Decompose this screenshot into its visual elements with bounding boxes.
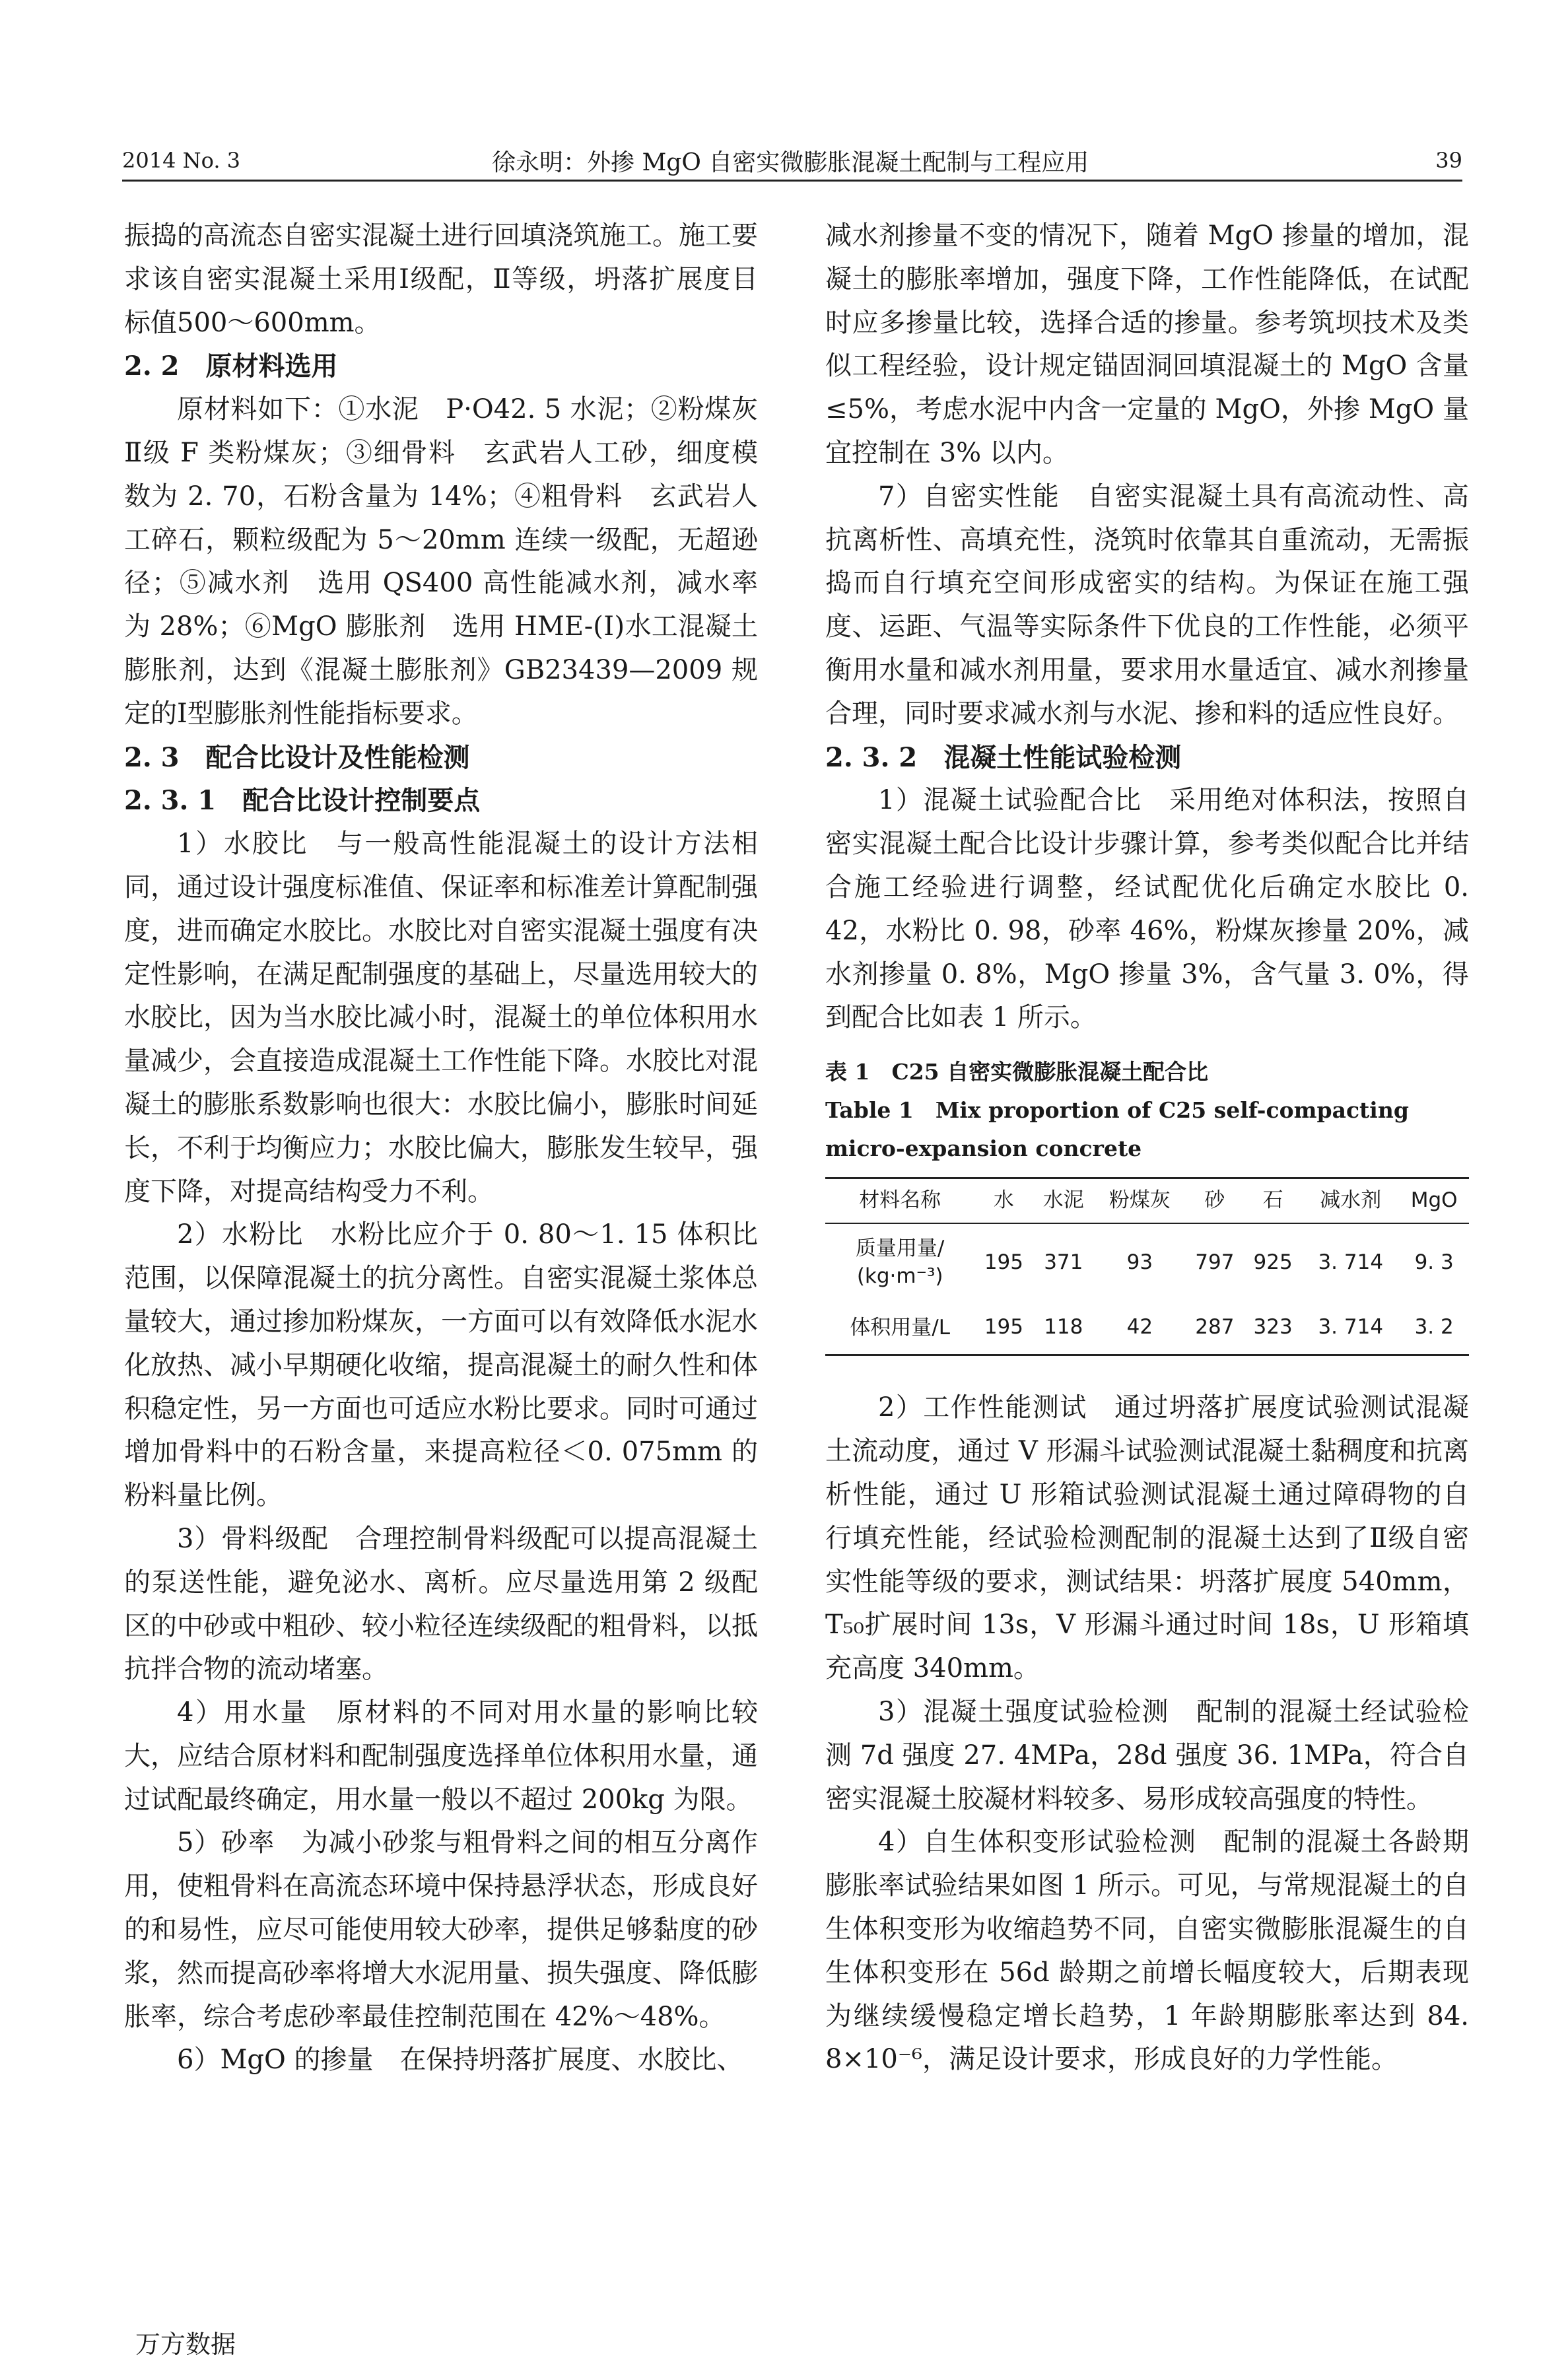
body-paragraph: 2）工作性能测试 通过坍落扩展度试验测试混凝土流动度，通过 V 形漏斗试验测试混凝土黏稠度和抗离析性能，通过 U 形箱试验测试混凝土通过障碍物的自行填充性能，经试验检测配制的混凝土达到了Ⅱ级自密实性能等级的要求，测试结果：坍落扩展度 540mm，T₅₀扩展时间 13s，V 形漏斗通过时间 18s，U 形箱填充高度 340mm。 [825, 1392, 1469, 1684]
header-cell: 石 [1262, 1188, 1283, 1213]
mix-table-wrapper [825, 1177, 1469, 1356]
table-caption [825, 1053, 1469, 1168]
table-cell: 3. 714 [1318, 1250, 1384, 1274]
row-label: 体积用量/L [850, 1316, 950, 1340]
mix-proportion-table [825, 1177, 1469, 1356]
table-cell: 3. 2 [1414, 1315, 1454, 1340]
body-paragraph: 原材料如下：①水泥 P·O42. 5 水泥；②粉煤灰 Ⅱ级 F 类粉煤灰；③细骨料 玄武岩人工砂，细度模数为 2. 70，石粉含量为 14%；④粗骨料 玄武岩人工碎石，颗粒级配为 5～20mm 连续一级配，无超逊径；⑤减水剂 选用 QS400 高性能减水剂，减水率为 28%；⑥MgO 膨胀剂 选用 HME-(Ⅰ)水工混凝土膨胀剂，达到《混凝土膨胀剂》GB23439—2009 规定的Ⅰ型膨胀剂性能指标要求。 [124, 394, 784, 729]
section-heading: 2. 3. 2 混凝土性能试验检测 [825, 741, 1182, 773]
body-paragraph: 6）MgO 的掺量 在保持坍落扩展度、水胶比、 [177, 2045, 743, 2076]
table-cell: 118 [1044, 1315, 1083, 1340]
table-cell: 323 [1253, 1315, 1293, 1340]
body-paragraph: 减水剂掺量不变的情况下，随着 MgO 掺量的增加，混凝土的膨胀率增加，强度下降，工作性能降低，在试配时应多掺量比较，选择合适的掺量。参考筑坝技术及类似工程经验，设计规定锚固洞回填混凝土的 MgO 含量≤5%，考虑水泥中内含一定量的 MgO，外掺 MgO 量宜控制在 3% 以内。 [825, 220, 1469, 468]
table-cell: 195 [984, 1250, 1023, 1274]
table-header-row [825, 1178, 1469, 1223]
row-label-line: 质量用量/ [855, 1237, 945, 1261]
table-cell: 195 [984, 1315, 1023, 1340]
body-paragraph: 5）砂率 为减小砂浆与粗骨料之间的相互分离作用，使粗骨料在高流态环境中保持悬浮状态，形成良好的和易性，应尽可能使用较大砂率，提供足够黏度的砂浆，然而提高砂率将增大水泥用量、损失强度、降低膨胀率，综合考虑砂率最佳控制范围在 42%～48%。 [124, 1827, 758, 2032]
table-caption-cn: 表 1 C25 自密实微膨胀混凝土配合比 [825, 1059, 1209, 1085]
section-heading: 2. 3. 1 配合比设计控制要点 [124, 785, 481, 817]
right-column [825, 215, 1469, 2082]
table-cell: 287 [1195, 1315, 1235, 1340]
body-paragraph: 3）骨料级配 合理控制骨料级配可以提高混凝土的泵送性能，避免泌水、离析。应尽量选用第 2 级配区的中砂或中粗砂、较小粒径连续级配的粗骨料，以抵抗拌合物的流动堵塞。 [124, 1523, 758, 1685]
table-cell: 797 [1195, 1250, 1235, 1274]
body-paragraph: 振捣的高流态自密实混凝土进行回填浇筑施工。施工要求该自密实混凝土采用Ⅰ级配，Ⅱ等级，坍落扩展度目标值500～600mm。 [124, 220, 758, 338]
header-cell: 减水剂 [1320, 1188, 1382, 1213]
body-paragraph: 1）混凝土试验配合比 采用绝对体积法，按照自密实混凝土配合比设计步骤计算，参考类似配合比并结合施工经验进行调整，经试配优化后确定水胶比 0. 42，水粉比 0. 98，砂率 46%，粉煤灰掺量 20%，减水剂掺量 0. 8%，MgO 掺量 3%，含气量 3. 0%，得到配合比如表 1 所示。 [825, 785, 1469, 1033]
body-paragraph: 4）自生体积变形试验检测 配制的混凝土各龄期膨胀率试验结果如图 1 所示。可见，与常规混凝土的自生体积变形为收缩趋势不同，自密实微膨胀混凝生的自生体积变形在 56d 龄期之前增长幅度较大，后期表现为继续缓慢稳定增长趋势，1 年龄期膨胀率达到 84. 8×10⁻⁶，满足设计要求，形成良好的力学性能。 [825, 1827, 1469, 2075]
table-caption-en-1: Table 1 Mix proportion of C25 self-compacting [825, 1097, 1409, 1124]
article-title: 徐永明：外掺 MgO 自密实微膨胀混凝土配制与工程应用 [492, 149, 1089, 176]
table-cell: 93 [1126, 1250, 1153, 1274]
header-cell: 水 [993, 1188, 1014, 1213]
table-row [825, 1301, 1469, 1355]
table-cell: 3. 714 [1318, 1315, 1384, 1340]
body-paragraph: 3）混凝土强度试验检测 配制的混凝土经试验检测 7d 强度 27. 4MPa，28d 强度 36. 1MPa，符合自密实混凝土胶凝材料较多、易形成较高强度的特性。 [825, 1697, 1469, 1814]
row-label [825, 1223, 974, 1301]
table-row [825, 1223, 1469, 1301]
footer-watermark: 万方数据 [135, 2330, 236, 2359]
running-header [122, 144, 1462, 177]
table-cell: 371 [1044, 1250, 1083, 1274]
body-paragraph: 1）水胶比 与一般高性能混凝土的设计方法相同，通过设计强度标准值、保证率和标准差计算配制强度，进而确定水胶比。水胶比对自密实混凝土强度有决定性影响，在满足配制强度的基础上，尽量选用较大的水胶比，因为当水胶比减小时，混凝土的单位体积用水量减少，会直接造成混凝土工作性能下降。水胶比对混凝土的膨胀系数影响也很大：水胶比偏小，膨胀时间延长，不利于均衡应力；水胶比偏大，膨胀发生较早，强度下降，对提高结构受力不利。 [124, 829, 758, 1207]
page-number: 39 [1435, 148, 1462, 173]
table-cell: 9. 3 [1414, 1250, 1454, 1274]
issue-label: 2014 No. 3 [122, 148, 241, 173]
section-heading: 2. 2 原材料选用 [124, 351, 338, 382]
header-cell: MgO [1410, 1188, 1458, 1213]
right-column-bottom [825, 1386, 1469, 2082]
table-caption-en-2: micro-expansion concrete [825, 1136, 1142, 1162]
body-paragraph: 4）用水量 原材料的不同对用水量的影响比较大，应结合原材料和配制强度选择单位体积用水量，通过试配最终确定，用水量一般以不超过 200kg 为限。 [124, 1697, 758, 1815]
body-paragraph: 7）自密实性能 自密实混凝土具有高流动性、高抗离析性、高填充性，浇筑时依靠其自重流动，无需振捣而自行填充空间形成密实的结构。为保证在施工强度、运距、气温等实际条件下优良的工作性能，必须平衡用水量和减水剂用量，要求用水量适宜、减水剂掺量合理，同时要求减水剂与水泥、掺和料的适应性良好。 [825, 481, 1469, 729]
header-rule [122, 180, 1462, 182]
header-cell: 砂 [1204, 1188, 1225, 1213]
table-cell: 925 [1253, 1250, 1293, 1274]
right-column-top [825, 215, 1469, 1040]
header-cell: 材料名称 [859, 1188, 941, 1213]
header-cell: 水泥 [1042, 1188, 1084, 1213]
header-cell: 粉煤灰 [1108, 1188, 1171, 1213]
table-cell: 42 [1126, 1315, 1153, 1340]
row-label-line: (kg·m⁻³) [856, 1264, 943, 1289]
left-column [124, 215, 784, 2082]
body-paragraph: 2）水粉比 水粉比应介于 0. 80～1. 15 体积比范围，以保障混凝土的抗分离性。自密实混凝土浆体总量较大，通过掺加粉煤灰，一方面可以有效降低水泥水化放热、减小早期硬化收缩，提高混凝土的耐久性和体积稳定性，另一方面也可适应水粉比要求。同时可通过增加骨料中的石粉含量，来提高粒径＜0. 075mm 的粉料量比例。 [124, 1219, 758, 1511]
section-heading: 2. 3 配合比设计及性能检测 [124, 741, 470, 773]
